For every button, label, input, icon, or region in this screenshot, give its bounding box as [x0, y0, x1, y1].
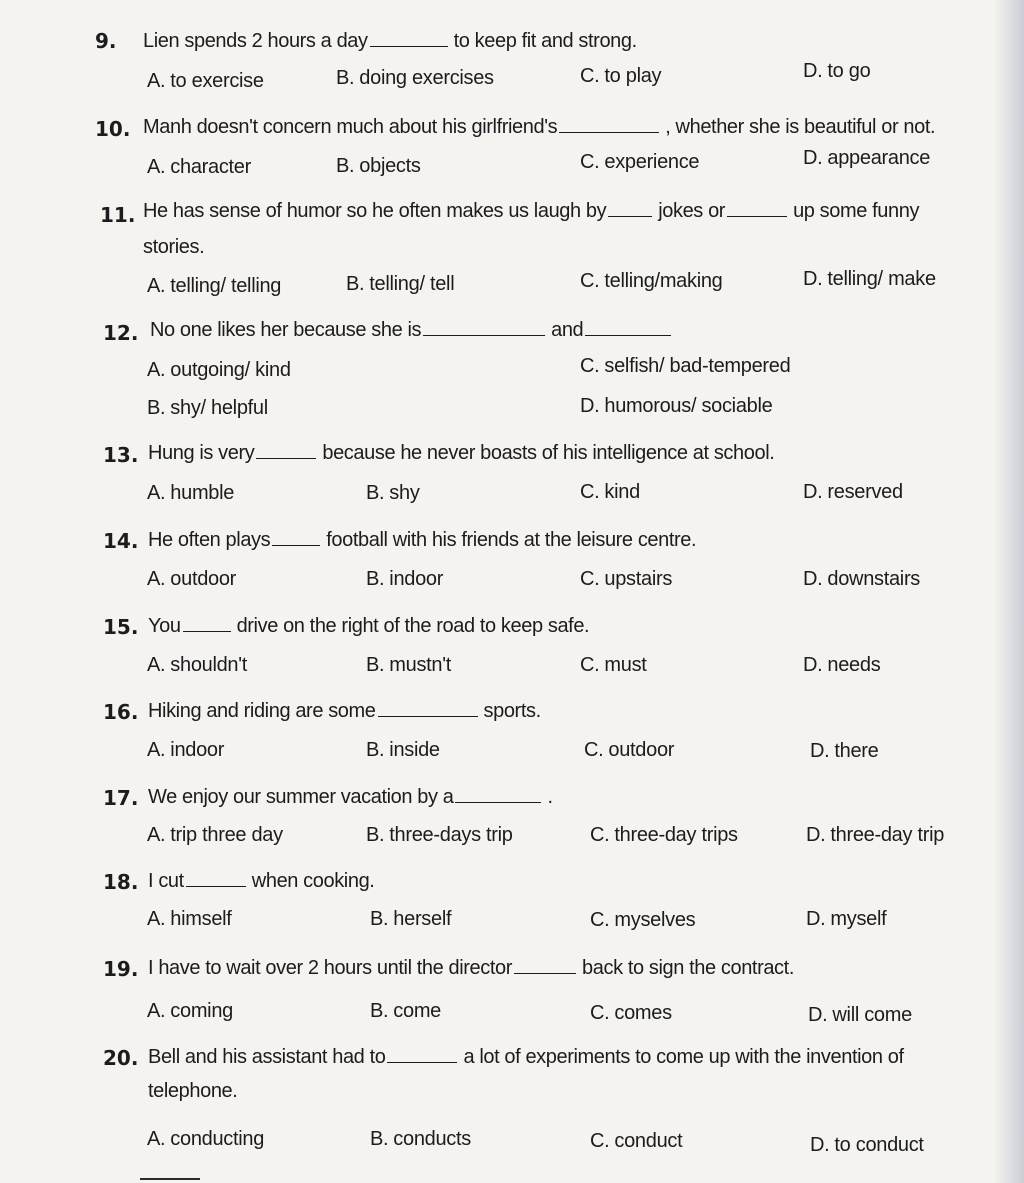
option-a[interactable]: A. outgoing/ kind — [147, 359, 291, 381]
option-d[interactable]: D. telling/ make — [803, 268, 936, 290]
question-number: 16. — [103, 700, 139, 724]
option-b[interactable]: B. indoor — [366, 568, 444, 590]
answer-blank[interactable] — [378, 700, 478, 717]
option-c[interactable]: C. conduct — [590, 1130, 683, 1152]
option-b[interactable]: B. inside — [366, 739, 440, 761]
answer-blank[interactable] — [514, 957, 576, 974]
answer-blank[interactable] — [370, 30, 448, 47]
option-a[interactable]: A. telling/ telling — [147, 275, 282, 297]
question-number: 12. — [103, 321, 139, 345]
option-b[interactable]: B. come — [370, 1000, 442, 1022]
option-c[interactable]: C. to play — [580, 65, 662, 87]
option-a[interactable]: A. himself — [147, 908, 232, 930]
option-c[interactable]: C. outdoor — [584, 739, 675, 761]
question-number: 9. — [95, 29, 117, 53]
option-c[interactable]: C. must — [580, 654, 647, 676]
question-stem-line2: telephone. — [148, 1080, 238, 1102]
question-number: 18. — [103, 870, 139, 894]
option-c[interactable]: C. selfish/ bad-tempered — [580, 355, 791, 377]
option-b[interactable]: B. doing exercises — [336, 67, 494, 89]
option-d[interactable]: D. will come — [808, 1004, 912, 1026]
question-stem: Hiking and riding are some sports. — [148, 700, 541, 722]
option-a[interactable]: A. humble — [147, 482, 235, 504]
option-a[interactable]: A. trip three day — [147, 824, 283, 846]
option-a[interactable]: A. indoor — [147, 739, 225, 761]
question-number: 13. — [103, 443, 139, 467]
question-stem: Lien spends 2 hours a day to keep fit and strong. — [143, 30, 637, 52]
option-b[interactable]: B. shy/ helpful — [147, 397, 268, 419]
option-a[interactable]: A. shouldn't — [147, 654, 248, 676]
question-number: 10. — [95, 117, 131, 141]
question-stem-line2: stories. — [143, 236, 205, 258]
option-d[interactable]: D. to conduct — [810, 1134, 924, 1156]
option-d[interactable]: D. myself — [806, 908, 887, 930]
answer-blank[interactable] — [387, 1046, 457, 1063]
question-number: 14. — [103, 529, 139, 553]
option-c[interactable]: C. comes — [590, 1002, 672, 1024]
question-stem: He often plays football with his friends at the leisure centre. — [148, 529, 697, 551]
answer-blank[interactable] — [183, 615, 231, 632]
question-number: 19. — [103, 957, 139, 981]
answer-blank[interactable] — [455, 786, 541, 803]
answer-blank[interactable] — [272, 529, 320, 546]
option-b[interactable]: B. telling/ tell — [346, 273, 455, 295]
option-c[interactable]: C. telling/making — [580, 270, 723, 292]
question-number: 11. — [100, 203, 136, 227]
option-c[interactable]: C. kind — [580, 481, 640, 503]
option-c[interactable]: C. three-day trips — [590, 824, 738, 846]
answer-blank[interactable] — [559, 116, 659, 133]
question-stem: Bell and his assistant had to a lot of experiments to come up with the invention of — [148, 1046, 904, 1068]
question-number: 15. — [103, 615, 139, 639]
option-b[interactable]: B. shy — [366, 482, 420, 504]
question-stem: We enjoy our summer vacation by a . — [148, 786, 553, 808]
page-rule — [140, 1178, 200, 1180]
option-d[interactable]: D. to go — [803, 60, 871, 82]
option-d[interactable]: D. three-day trip — [806, 824, 945, 846]
answer-blank[interactable] — [423, 319, 545, 336]
option-c[interactable]: C. myselves — [590, 909, 696, 931]
question-stem: I have to wait over 2 hours until the director back to sign the contract. — [148, 957, 794, 979]
option-d[interactable]: D. there — [810, 740, 879, 762]
option-b[interactable]: B. three-days trip — [366, 824, 513, 846]
option-a[interactable]: A. character — [147, 156, 251, 178]
answer-blank[interactable] — [585, 319, 671, 336]
question-stem: You drive on the right of the road to keep safe. — [148, 615, 590, 637]
question-stem: He has sense of humor so he often makes us laugh by jokes or up some funny — [143, 200, 920, 222]
answer-blank[interactable] — [256, 442, 316, 459]
option-d[interactable]: D. downstairs — [803, 568, 921, 590]
option-b[interactable]: B. herself — [370, 908, 452, 930]
option-d[interactable]: D. appearance — [803, 147, 931, 169]
question-stem: Hung is very because he never boasts of his intelligence at school. — [148, 442, 775, 464]
option-b[interactable]: B. conducts — [370, 1128, 471, 1150]
answer-blank[interactable] — [608, 200, 652, 217]
option-c[interactable]: C. experience — [580, 151, 700, 173]
option-a[interactable]: A. to exercise — [147, 70, 264, 92]
option-d[interactable]: D. reserved — [803, 481, 903, 503]
page-edge-shadow — [994, 0, 1024, 1183]
option-b[interactable]: B. objects — [336, 155, 421, 177]
option-a[interactable]: A. outdoor — [147, 568, 237, 590]
question-stem: I cut when cooking. — [148, 870, 375, 892]
answer-blank[interactable] — [186, 870, 246, 887]
question-stem: Manh doesn't concern much about his girlfriend's , whether she is beautiful or not. — [143, 116, 936, 138]
option-a[interactable]: A. coming — [147, 1000, 233, 1022]
question-stem: No one likes her because she is and — [150, 319, 677, 342]
option-d[interactable]: D. needs — [803, 654, 881, 676]
option-d[interactable]: D. humorous/ sociable — [580, 395, 773, 417]
option-c[interactable]: C. upstairs — [580, 568, 673, 590]
question-number: 20. — [103, 1046, 139, 1070]
answer-blank[interactable] — [727, 200, 787, 217]
option-a[interactable]: A. conducting — [147, 1128, 265, 1150]
question-number: 17. — [103, 786, 139, 810]
option-b[interactable]: B. mustn't — [366, 654, 452, 676]
